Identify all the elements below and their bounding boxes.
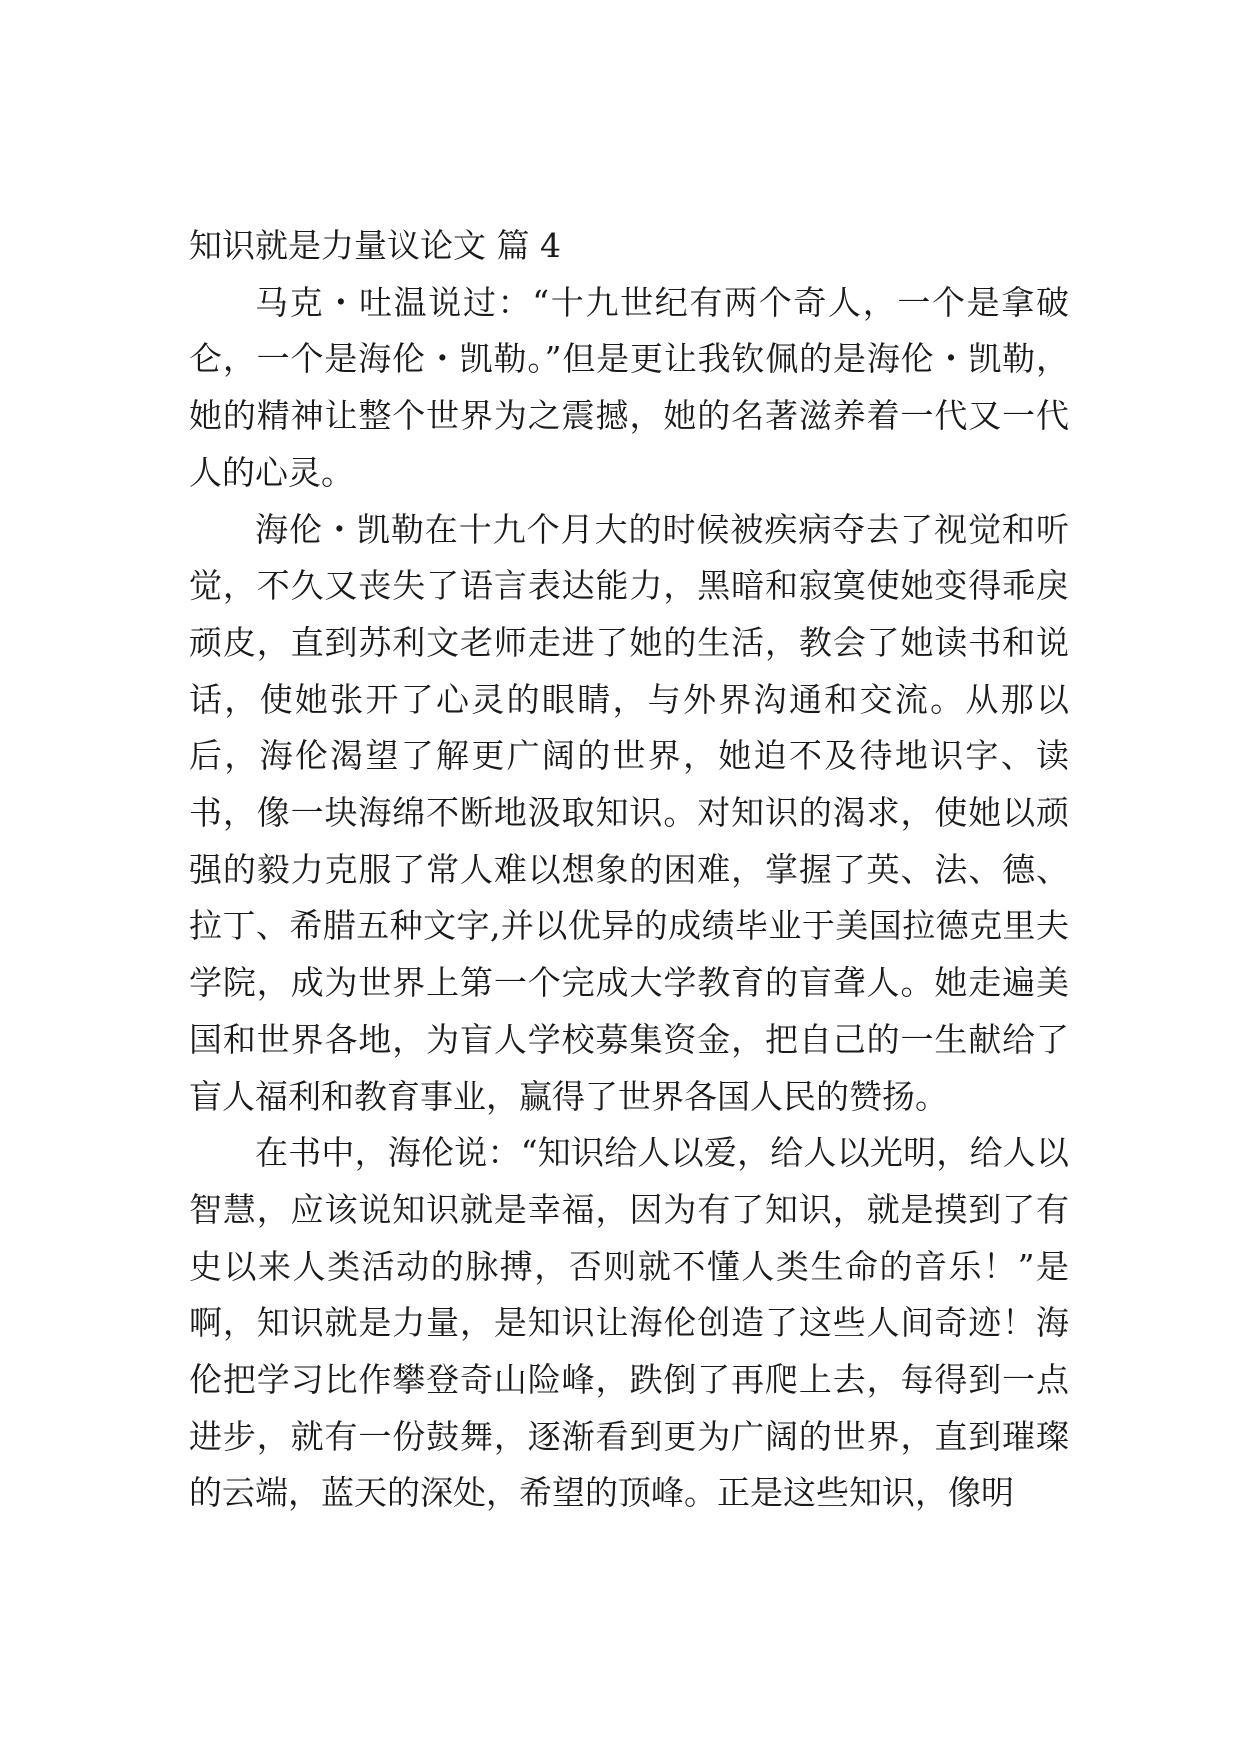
- paragraph-2: 海伦・凯勒在十九个月大的时候被疾病夺去了视觉和听觉，不久又丧失了语言表达能力，黑暗和寂寞使她变得乖戾顽皮，直到苏利文老师走进了她的生活，教会了她读书和说话，使她张开了心灵的眼睛，与外界沟通和交流。从那以后，海伦渴望了解更广阔的世界，她迫不及待地识字、读书，像一块海绵不断地汲取知识。对知识的渴求，使她以顽强的毅力克服了常人难以想象的困难，掌握了英、法、德、拉丁、希腊五种文字,并以优异的成绩毕业于美国拉德克里夫学院，成为世界上第一个完成大学教育的盲聋人。她走遍美国和世界各地，为盲人学校募集资金，把自己的一生献给了盲人福利和教育事业，赢得了世界各国人民的赞扬。: [189, 509, 1069, 1116]
- document-title: 知识就是力量议论文 篇 4: [189, 226, 561, 265]
- paragraph-3: 在书中，海伦说：“知识给人以爱，给人以光明，给人以智慧，应该说知识就是幸福，因为有了知识，就是摸到了有史以来人类活动的脉搏，否则就不懂人类生命的音乐！”是啊，知识就是力量，是知识让海伦创造了这些人间奇迹！海伦把学习比作攀登奇山险峰，跌倒了再爬上去，每得到一点进步，就有一份鼓舞，逐渐看到更为广阔的世界，直到璀璨的云端，蓝天的深处，希望的顶峰。正是这些知识，像明: [189, 1133, 1069, 1513]
- document-body: [189, 218, 1069, 1522]
- paragraph-1: 马克・吐温说过：“十九世纪有两个奇人，一个是拿破仑，一个是海伦・凯勒。”但是更让我钦佩的是海伦・凯勒，她的精神让整个世界为之震撼，她的名著滋养着一代又一代人的心灵。: [189, 282, 1069, 492]
